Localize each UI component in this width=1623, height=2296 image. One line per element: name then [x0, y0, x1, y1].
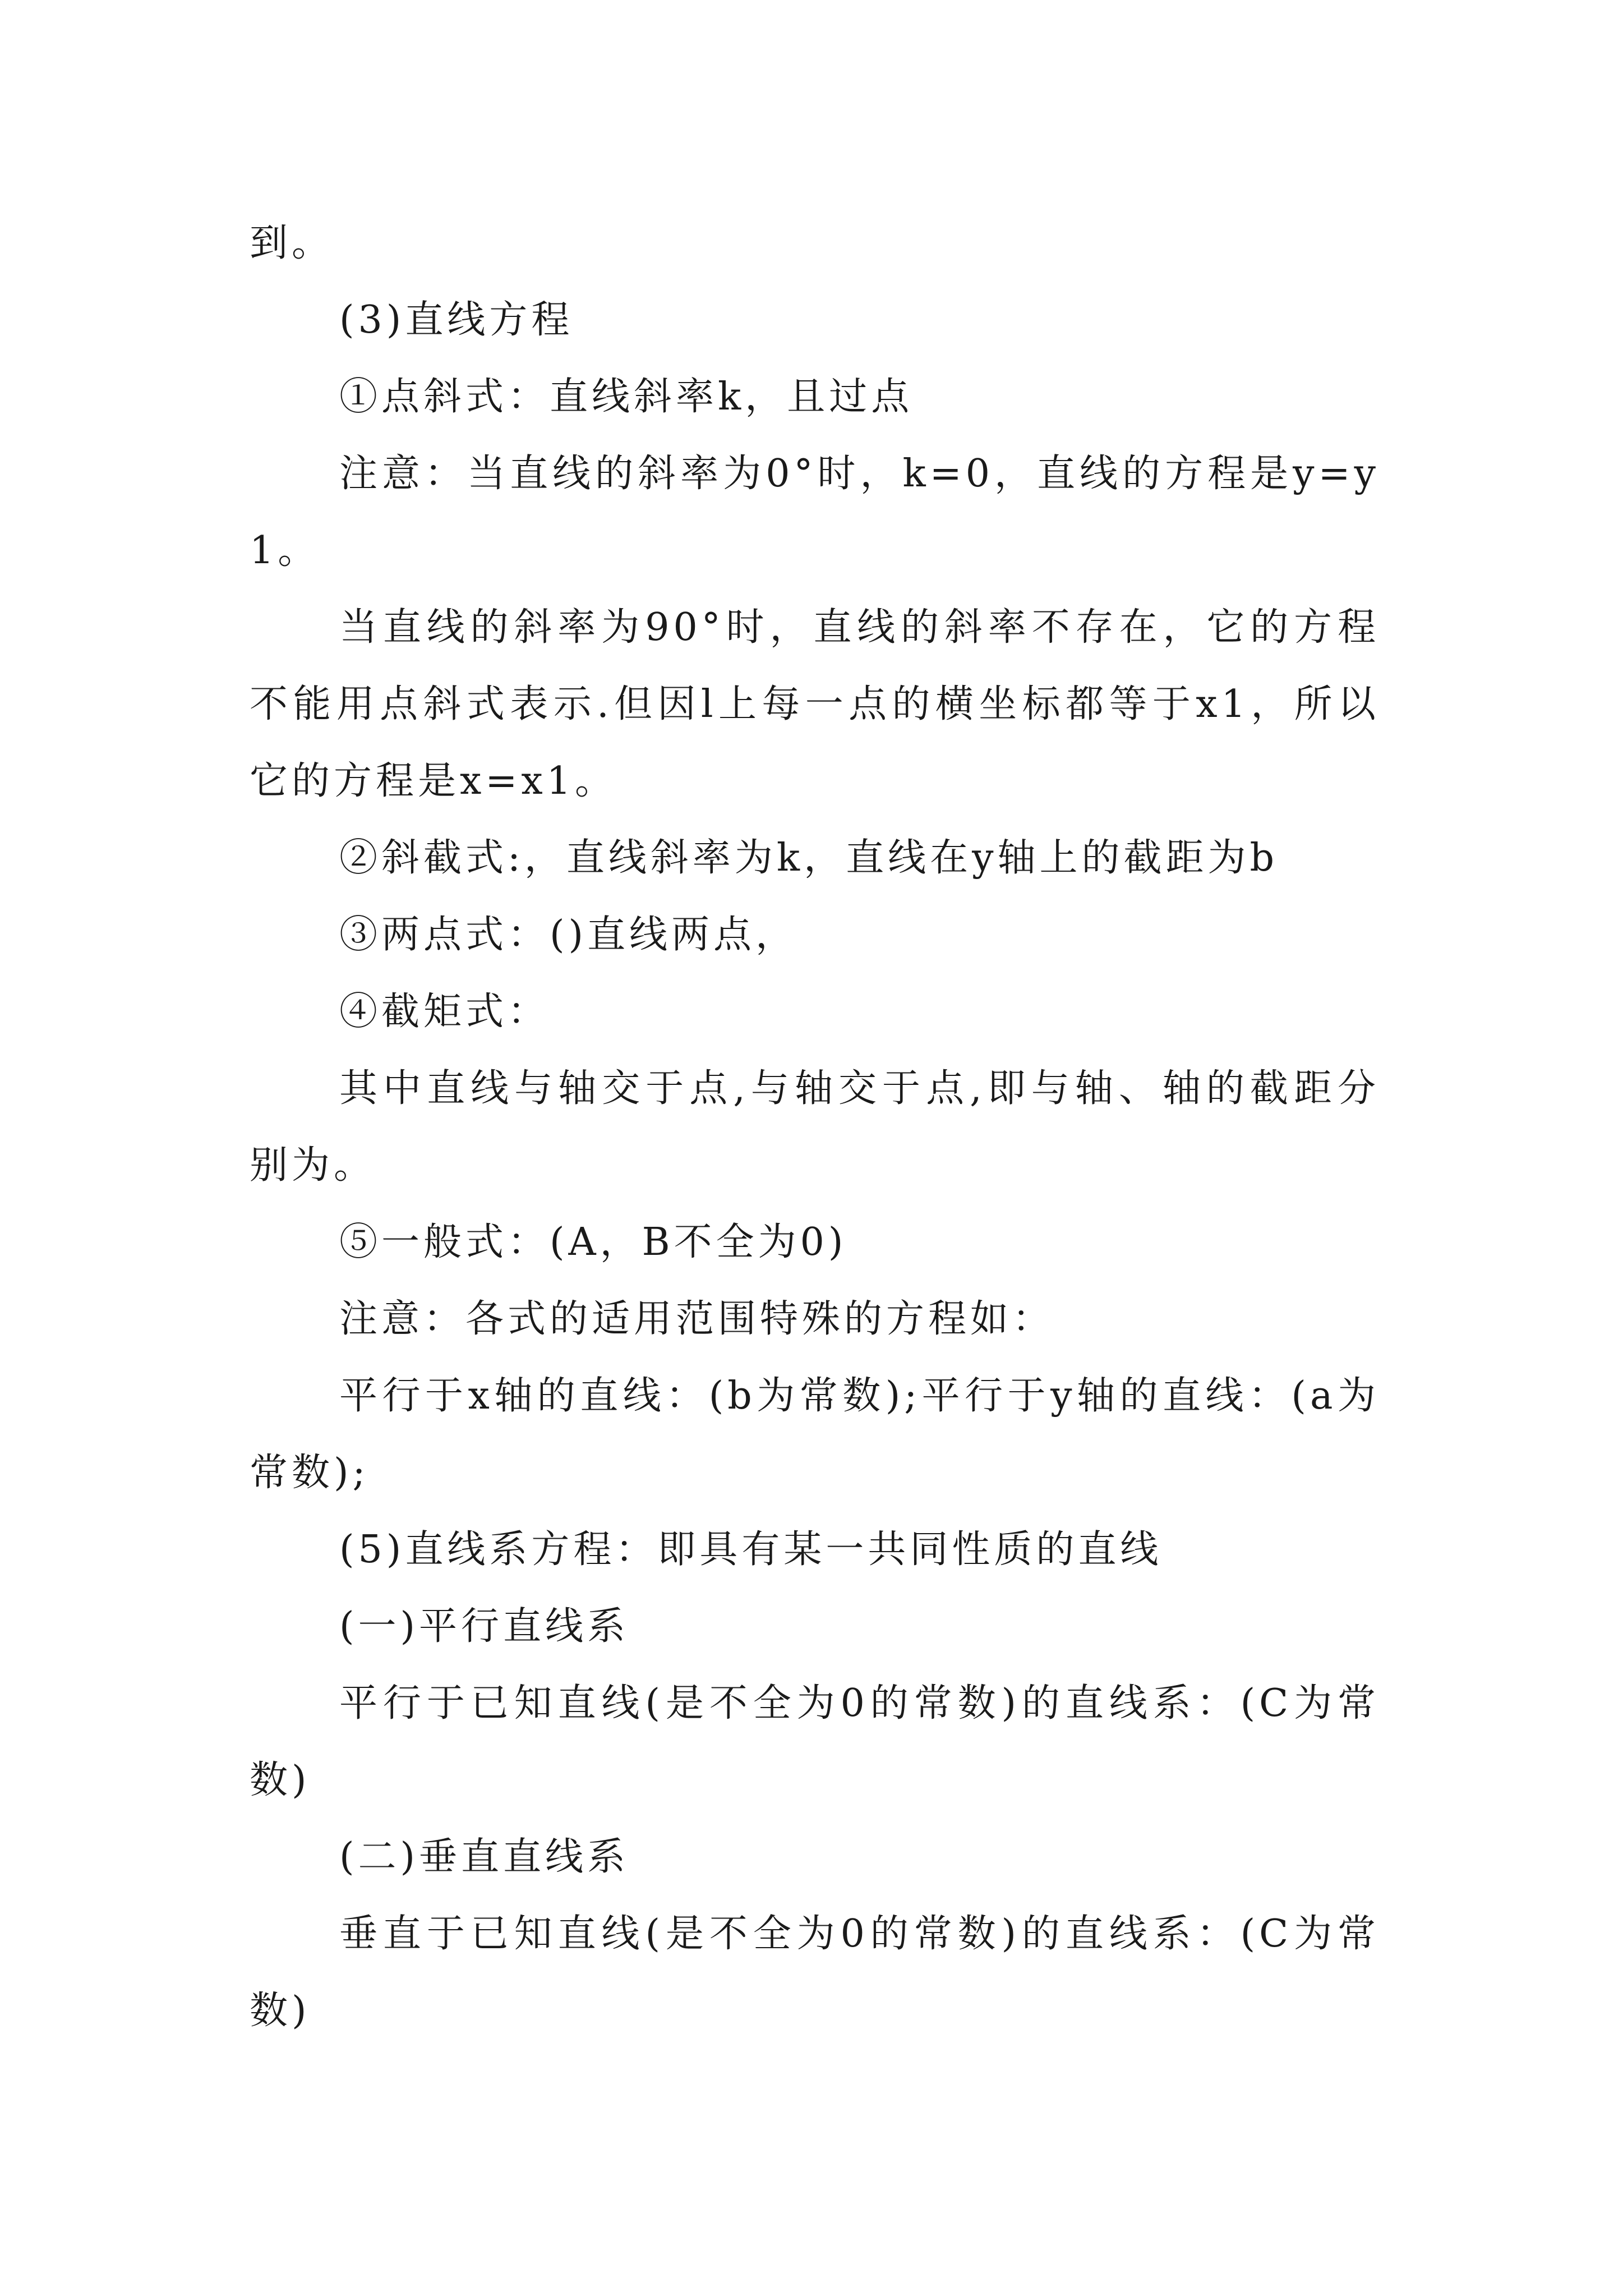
note-vertical-line: 当直线的斜率为90°时，直线的斜率不存在，它的方程不能用点斜式表示.但因l上每一点的横坐标都等于x1，所以它的方程是x=x1。	[250, 605, 1380, 803]
document-body	[250, 205, 1380, 2049]
section-heading-line-family: (5)直线系方程：即具有某一共同性质的直线	[339, 1527, 1163, 1572]
note-zero-slope: 注意：当直线的斜率为0°时，k=0，直线的方程是y=y1。	[250, 452, 1380, 573]
two-point-form: ③两点式：()直线两点，	[339, 913, 798, 957]
note-special-equations: 注意：各式的适用范围特殊的方程如：	[339, 1297, 1055, 1341]
subheading-parallel-family: (一)平行直线系	[339, 1604, 630, 1649]
section-heading-line-equation: (3)直线方程	[339, 298, 574, 342]
point-slope-form: ①点斜式：直线斜率k，且过点	[339, 375, 914, 419]
intercept-form: ④截矩式：	[339, 990, 550, 1034]
parallel-family-equation: 平行于已知直线(是不全为0的常数)的直线系：(C为常数)	[250, 1681, 1380, 1802]
axis-parallel-lines: 平行于x轴的直线：(b为常数);平行于y轴的直线：(a为常数);	[250, 1374, 1380, 1495]
intercept-form-explanation: 其中直线与轴交于点,与轴交于点,即与轴、轴的截距分别为。	[250, 1066, 1380, 1188]
paragraph-continuation: 到。	[250, 221, 334, 265]
perpendicular-family-equation: 垂直于已知直线(是不全为0的常数)的直线系：(C为常数)	[250, 1912, 1380, 2033]
subheading-perpendicular-family: (二)垂直直线系	[339, 1835, 630, 1879]
general-form: ⑤一般式：(A，B不全为0)	[339, 1220, 847, 1264]
slope-intercept-form: ②斜截式:，直线斜率为k，直线在y轴上的截距为b	[339, 836, 1279, 880]
